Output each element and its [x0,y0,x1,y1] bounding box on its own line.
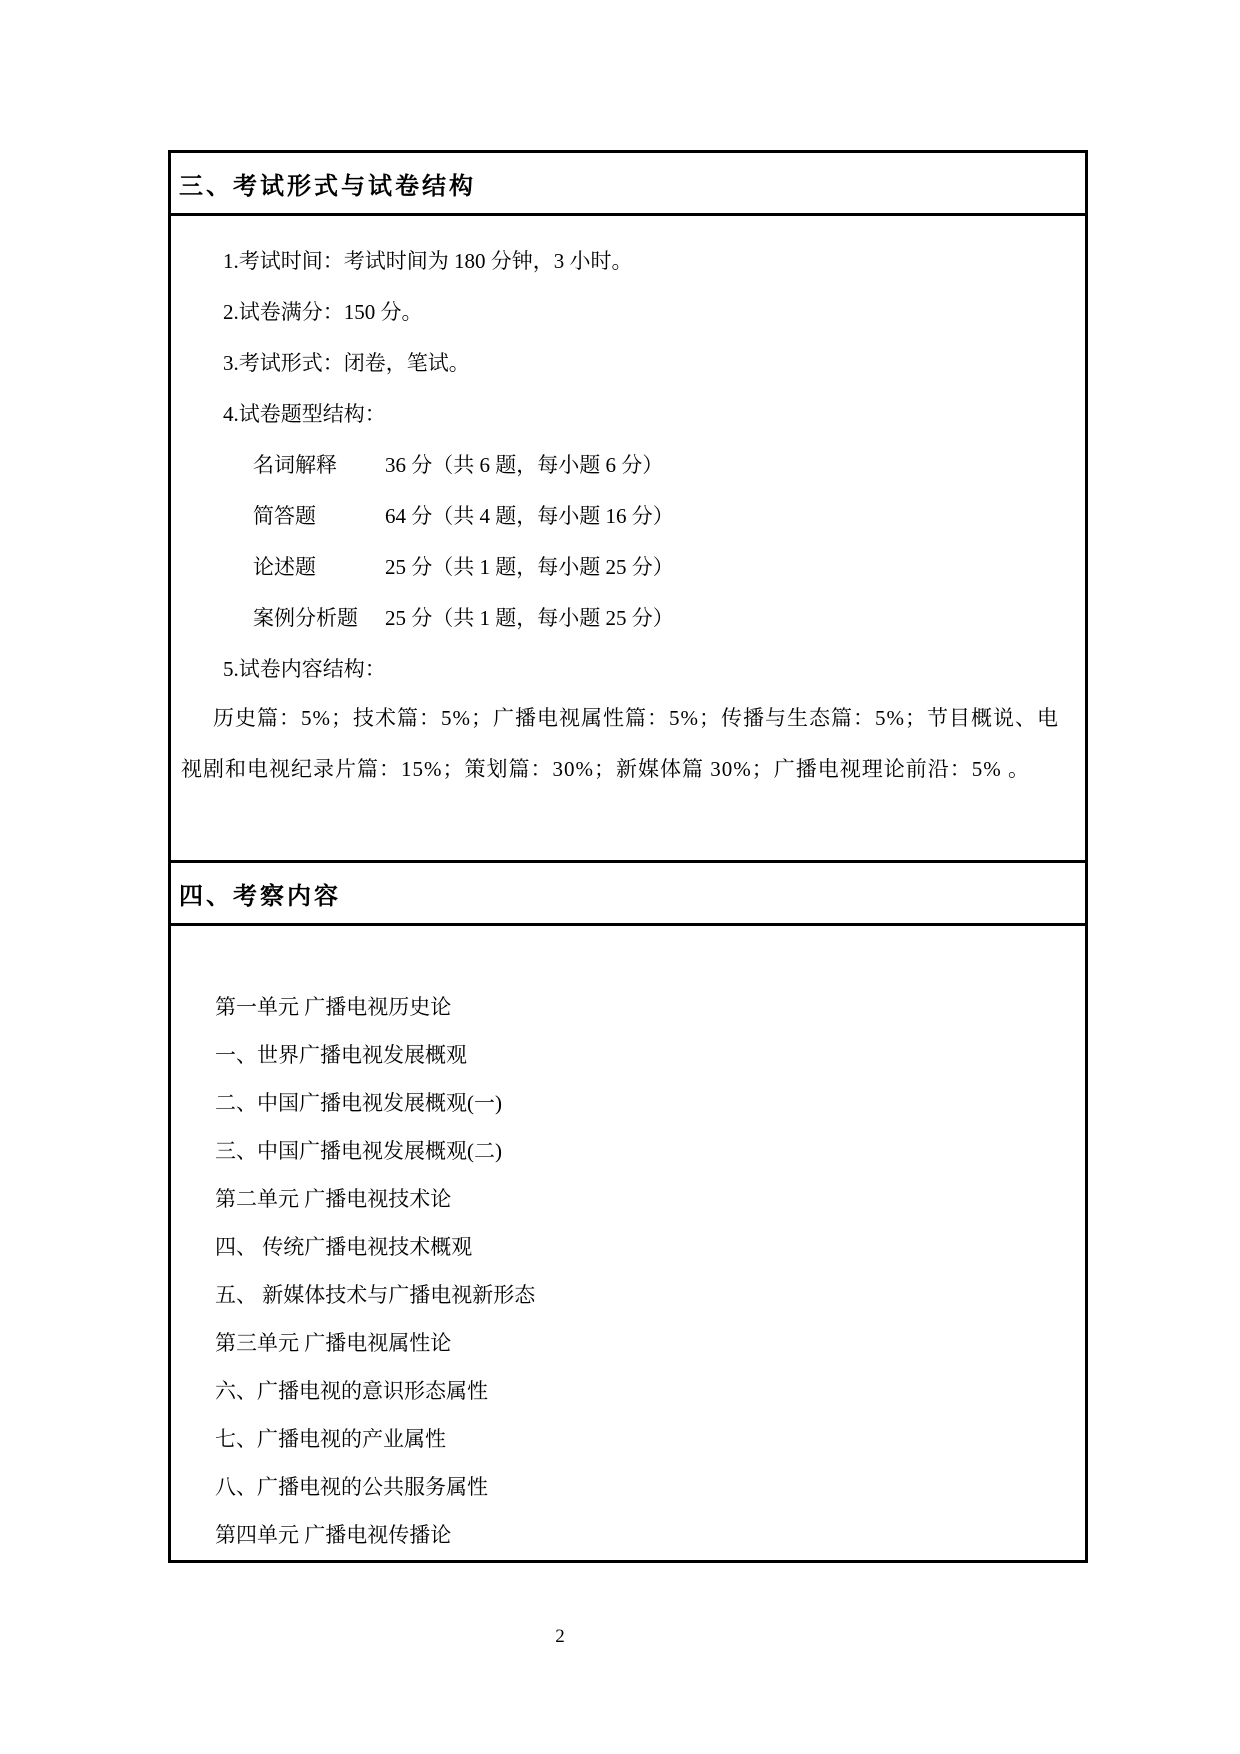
section4-title: 四、考察内容 [179,882,341,910]
question-type-detail: 25 分（共 1 题，每小题 25 分） [385,605,674,630]
topic-item: 三、中国广播电视发展概观(二) [215,1139,502,1163]
topic-item: 五、 新媒体技术与广播电视新形态 [215,1283,536,1307]
question-type-detail: 36 分（共 6 题，每小题 6 分） [385,452,664,477]
question-type-row [253,591,1071,642]
section4-body [171,926,1085,1560]
content-structure-paragraph: 历史篇：5%；技术篇：5%；广播电视属性篇：5%；传播与生态篇：5%；节目概说、电视剧和电视纪录片篇：15%；策划篇：30%；新媒体篇 30%；广播电视理论前沿：5% 。 [181,706,1059,781]
question-type-label: 案例分析题 [253,605,358,630]
unit-heading: 第四单元 广播电视传播论 [215,1523,452,1547]
section4-header-row [171,863,1085,926]
topic-item: 四、 传统广播电视技术概观 [215,1235,473,1259]
question-type-row [253,438,1071,489]
question-type-label: 名词解释 [253,452,337,477]
section3-header-row [171,153,1085,216]
question-type-detail: 25 分（共 1 题，每小题 25 分） [385,554,674,579]
exam-outline-table [168,150,1088,1563]
question-type-label: 简答题 [253,503,316,528]
exam-time-item: 1.考试时间：考试时间为 180 分钟，3 小时。 [223,248,633,273]
question-type-label: 论述题 [253,554,316,579]
full-score-item: 2.试卷满分：150 分。 [223,299,423,324]
page-number: 2 [555,1626,565,1647]
unit-heading: 第三单元 广播电视属性论 [215,1331,452,1355]
section3-title: 三、考试形式与试卷结构 [179,172,476,200]
topic-item: 七、广播电视的产业属性 [215,1427,446,1451]
question-structure-item: 4.试卷题型结构： [223,401,386,426]
section3-body [171,216,1085,863]
question-type-detail: 64 分（共 4 题，每小题 16 分） [385,503,674,528]
content-structure-item: 5.试卷内容结构： [223,656,386,681]
question-type-row [253,489,1071,540]
topic-item: 八、广播电视的公共服务属性 [215,1475,488,1499]
unit-heading: 第二单元 广播电视技术论 [215,1187,452,1211]
topic-item: 二、中国广播电视发展概观(一) [215,1091,502,1115]
exam-form-item: 3.考试形式：闭卷，笔试。 [223,350,470,375]
topic-item: 一、世界广播电视发展概观 [215,1043,467,1067]
topic-item: 六、广播电视的意识形态属性 [215,1379,488,1403]
unit-heading: 第一单元 广播电视历史论 [215,995,452,1019]
question-type-row [253,540,1071,591]
